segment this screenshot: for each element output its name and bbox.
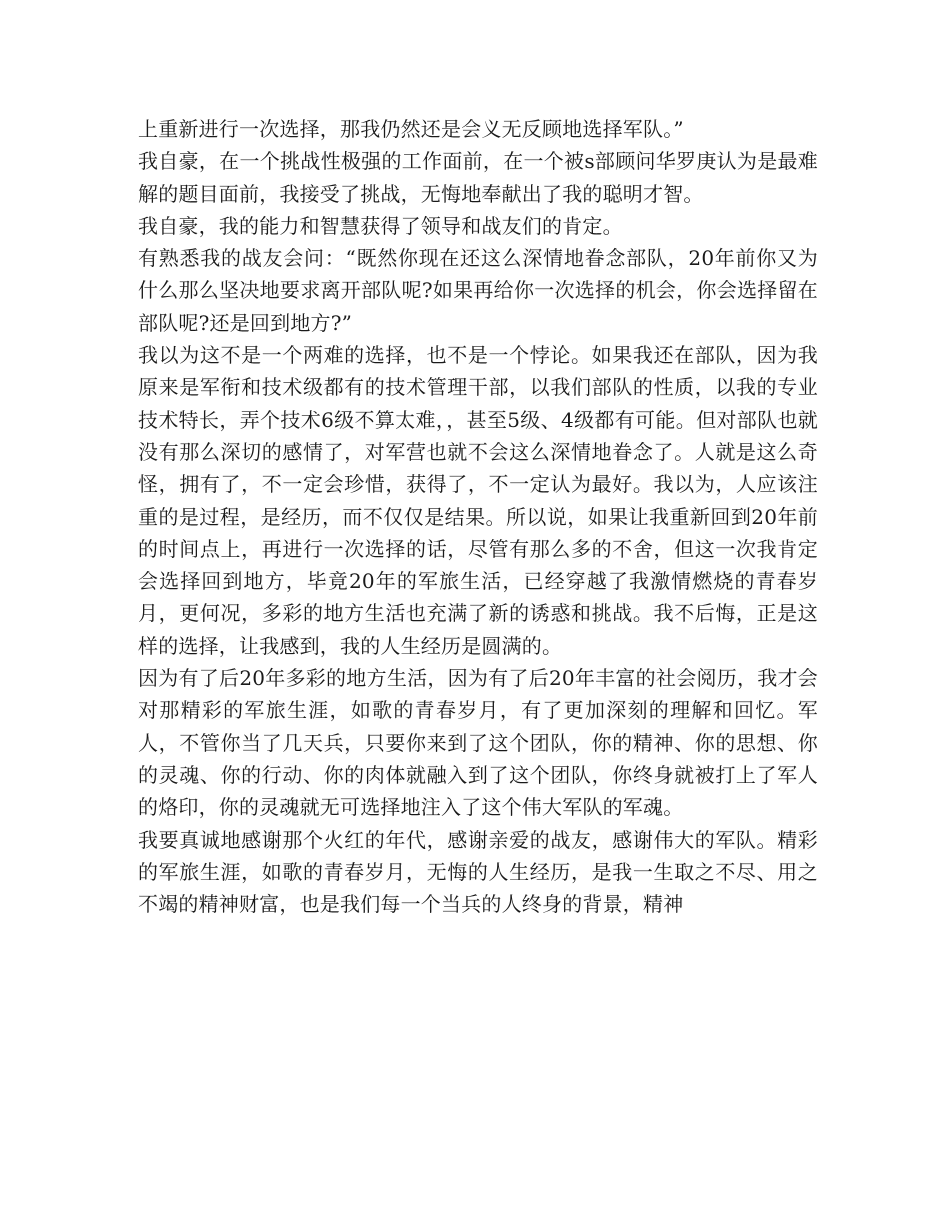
paragraph-2: 我自豪，在一个挑战性极强的工作面前，在一个被s部顾问华罗庚认为是最难解的题目面前，我接受了挑战，无悔地奉献出了我的聪明才智。 xyxy=(138,149,818,206)
paragraph-6: 因为有了后20年多彩的地方生活，因为有了后20年丰富的社会阅历，我才会对那精彩的军旅生涯，如歌的青春岁月，有了更加深刻的理解和回忆。军人，不管你当了几天兵，只要你来到了这个团队，你的精神、你的思想、你的灵魂、你的行动、你的肉体就融入到了这个团队，你终身就被打上了军人的烙印，你的灵魂就无可选择地注入了这个伟大军队的军魂。 xyxy=(138,666,818,820)
paragraph-5: 我以为这不是一个两难的选择，也不是一个悖论。如果我还在部队，因为我原来是军衔和技术级都有的技术管理干部，以我们部队的性质，以我的专业技术特长，弄个技术6级不算太难，，甚至5级、4级都有可能。但对部队也就没有那么深切的感情了，对军营也就不会这么深情地眷念了。人就是这么奇怪，拥有了，不一定会珍惜，获得了，不一定认为最好。我以为，人应该注重的是过程，是经历，而不仅仅是结果。所以说，如果让我重新回到20年前的时间点上，再进行一次选择的话，尽管有那么多的不舍，但这一次我肯定会选择回到地方，毕竟20年的军旅生活，已经穿越了我激情燃烧的青春岁月，更何况，多彩的地方生活也充满了新的诱惑和挑战。我不后悔，正是这样的选择，让我感到，我的人生经历是圆满的。 xyxy=(138,343,818,658)
paragraph-3: 我自豪，我的能力和智慧获得了领导和战友们的肯定。 xyxy=(138,213,623,238)
paragraph-1: 上重新进行一次选择，那我仍然还是会义无反顾地选择军队。” xyxy=(138,117,684,141)
paragraph-4: 有熟悉我的战友会问：“既然你现在还这么深情地眷念部队，20年前你又为什么那么坚决地要求离开部队呢?如果再给你一次选择的机会，你会选择留在部队呢?还是回到地方?” xyxy=(138,246,818,335)
document-body xyxy=(138,113,818,920)
paragraph-7: 我要真诚地感谢那个火红的年代，感谢亲爱的战友，感谢伟大的军队。精彩的军旅生涯，如歌的青春岁月，无悔的人生经历，是我一生取之不尽、用之不竭的精神财富，也是我们每一个当兵的人终身的背景，精神 xyxy=(138,827,818,917)
